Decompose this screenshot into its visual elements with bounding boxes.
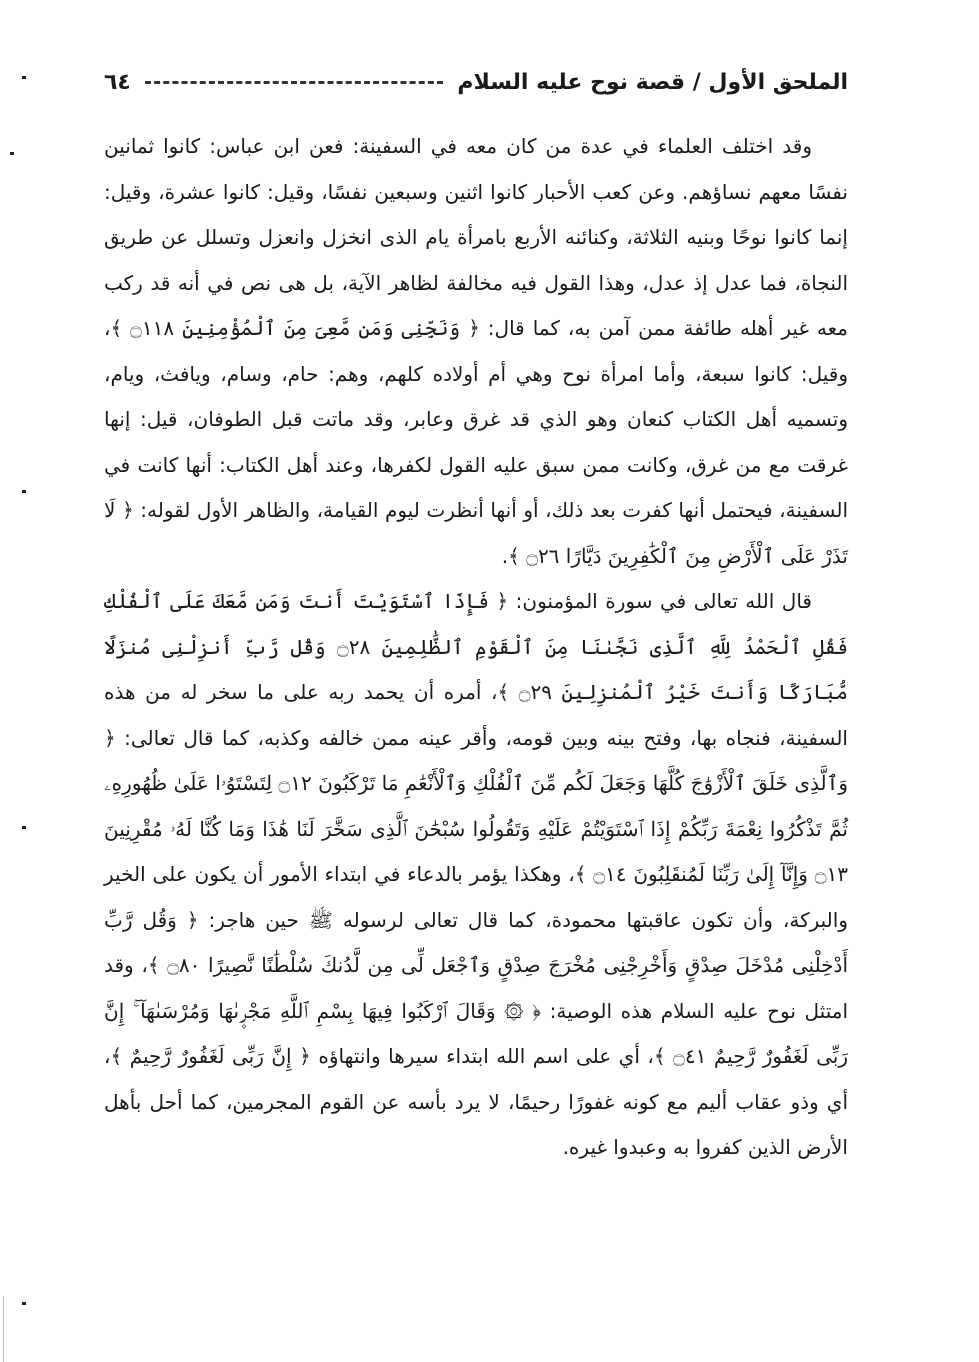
quran-verse: ﴿ وَقُل رَّبِّ أَدْخِلْنِى مُدْخَلَ صِدْقٍ وَأَخْرِجْنِى مُخْرَجَ صِدْقٍ وَٱجْعَل لِّى مِن لَّدُنكَ سُلْطَٰنًا نَّصِيرًا ۝٨٠ ﴾ [104, 907, 849, 977]
running-header [104, 62, 848, 102]
scan-speck [22, 490, 26, 493]
scan-speck [22, 826, 26, 829]
quran-verse: ﴿ فَإِذَا ٱسْتَوَيْتَ أَنتَ وَمَن مَّعَكَ عَلَى ٱلْفُلْكِ فَقُلِ ٱلْحَمْدُ لِلَّهِ ٱلَّذِى نَجَّىٰنَا مِنَ ٱلْقَوْمِ ٱلظَّٰلِمِينَ ۝٢٨ وَقُل رَّبِّ أَنزِلْنِى مُنزَلًا مُّبَارَكًا وَأَنتَ خَيْرُ ٱلْمُنزِلِينَ ۝٢٩ ﴾ [104, 589, 849, 704]
quran-verse: ﴿ وَٱلَّذِى خَلَقَ ٱلْأَزْوَٰجَ كُلَّهَا وَجَعَلَ لَكُم مِّنَ ٱلْفُلْكِ وَٱلْأَنْعَٰمِ مَا تَرْكَبُونَ ۝١٢ لِتَسْتَوُۥا عَلَىٰ ظُهُورِهِۦ ثُمَّ تَذْكُرُوا نِعْمَةَ رَبِّكُمْ إِذَا ٱسْتَوَيْتُمْ عَلَيْهِ وَتَقُولُوا سُبْحَٰنَ ٱلَّذِى سَخَّرَ لَنَا هَٰذَا وَمَا كُنَّا لَهُۥ مُقْرِنِينَ ۝١٣ وَإِنَّآ إِلَىٰ رَبِّنَا لَمُنقَلِبُونَ ۝١٤ ﴾ [104, 725, 848, 886]
paragraph-text: ، أي وذو عقاب أليم مع كونه غفورًا رحيمًا، لا يرد بأسه عن القوم المجرمين، كما أحل بأهل الأرض الذين كفروا به وعبدوا غيره. [104, 1044, 848, 1159]
paragraph-text: ، وقد امتثل نوح عليه السلام هذه الوصية: [104, 953, 849, 1023]
quran-verse: ﴿ إِنَّ رَبِّى لَغَفُورٌ رَّحِيمٌ ﴾ [110, 1044, 311, 1068]
header-dashed-rule [145, 81, 444, 84]
body-text [104, 124, 848, 1171]
paragraph-text: ، أمره أن يحمد ربه على ما سخر له من هذه السفينة، فنجاه بها، وفتح بينه وبين قومه، وأقر عينه ممن خالفه وكذبه، كما قال تعالى: [104, 680, 848, 750]
quran-verse: ﴿ لَا تَذَرْ عَلَى ٱلْأَرْضِ مِنَ ٱلْكَٰفِرِينَ دَيَّارًا ۝٢٦ ﴾ [104, 498, 848, 568]
paragraph-text: وقد اختلف العلماء في عدة من كان معه في السفينة: فعن ابن عباس: كانوا ثمانين نفسًا معهم نساؤهم. وعن كعب الأحبار كانوا اثنين وسبعين نفسًا، وقيل: كانوا عشرة، وقيل: إنما كانوا نوحًا وبنيه الثلاثة، وكنائنه الأربع بامرأة يام الذى انخزل وانعزل وتسلل عن طريق النجاة، فما عدل إذ عدل، وهذا القول فيه مخالفة لظاهر الآية، بل هى نص في أنه قد ركب معه غير أهله طائفة ممن آمن به، كما قال: [104, 134, 848, 340]
paragraph [104, 124, 848, 579]
paragraph-text: ، وهكذا يؤمر بالدعاء في ابتداء الأمور أن يكون على الخير والبركة، وأن تكون عاقبتها محمودة، كما قال تعالى لرسوله ﷺ حين هاجر: [104, 862, 848, 932]
quran-verse: ﴿ وَنَجِّنِى وَمَن مَّعِىَ مِنَ ٱلْمُؤْمِنِينَ ۝١١٨ ﴾ [110, 316, 480, 340]
paragraph-text: ، أي على اسم الله ابتداء سيرها وانتهاؤه [310, 1044, 654, 1068]
paragraph-text: قال الله تعالى في سورة المؤمنون: [508, 589, 812, 613]
scan-speck [22, 76, 26, 79]
quran-verse: ﴿ ۞ وَقَالَ ٱرْكَبُوا فِيهَا بِسْمِ ٱللَّهِ مَجْر۪ىٰهَا وَمُرْسَىٰهَآ ۚ إِنَّ رَبِّى لَغَفُورٌ رَّحِيمٌ ۝٤١ ﴾ [104, 998, 848, 1068]
scan-speck [10, 152, 14, 155]
page-number: ٦٤ [104, 69, 131, 95]
paragraph [104, 579, 848, 1171]
scan-edge-line [3, 1296, 4, 1362]
paragraph-text: ، وقيل: كانوا سبعة، وأما امرأة نوح وهي أم أولاده كلهم، وهم: حام، وسام، ويافث، ويام، وتسميه أهل الكتاب كنعان وهو الذي قد غرق وعابر، وقد ماتت قبل الطوفان، قيل: إنها غرقت مع من غرق، وكانت ممن سبق عليه القول لكفرها، وعند أهل الكتاب: أنها كانت في السفينة، فيحتمل أنها كفرت بعد ذلك، أو أنها أنظرت ليوم القيامة، والظاهر الأول لقوله: [104, 316, 849, 522]
paragraph-text: . [501, 543, 509, 568]
header-title: الملحق الأول / قصة نوح عليه السلام [457, 69, 848, 95]
scan-speck [22, 1302, 26, 1305]
